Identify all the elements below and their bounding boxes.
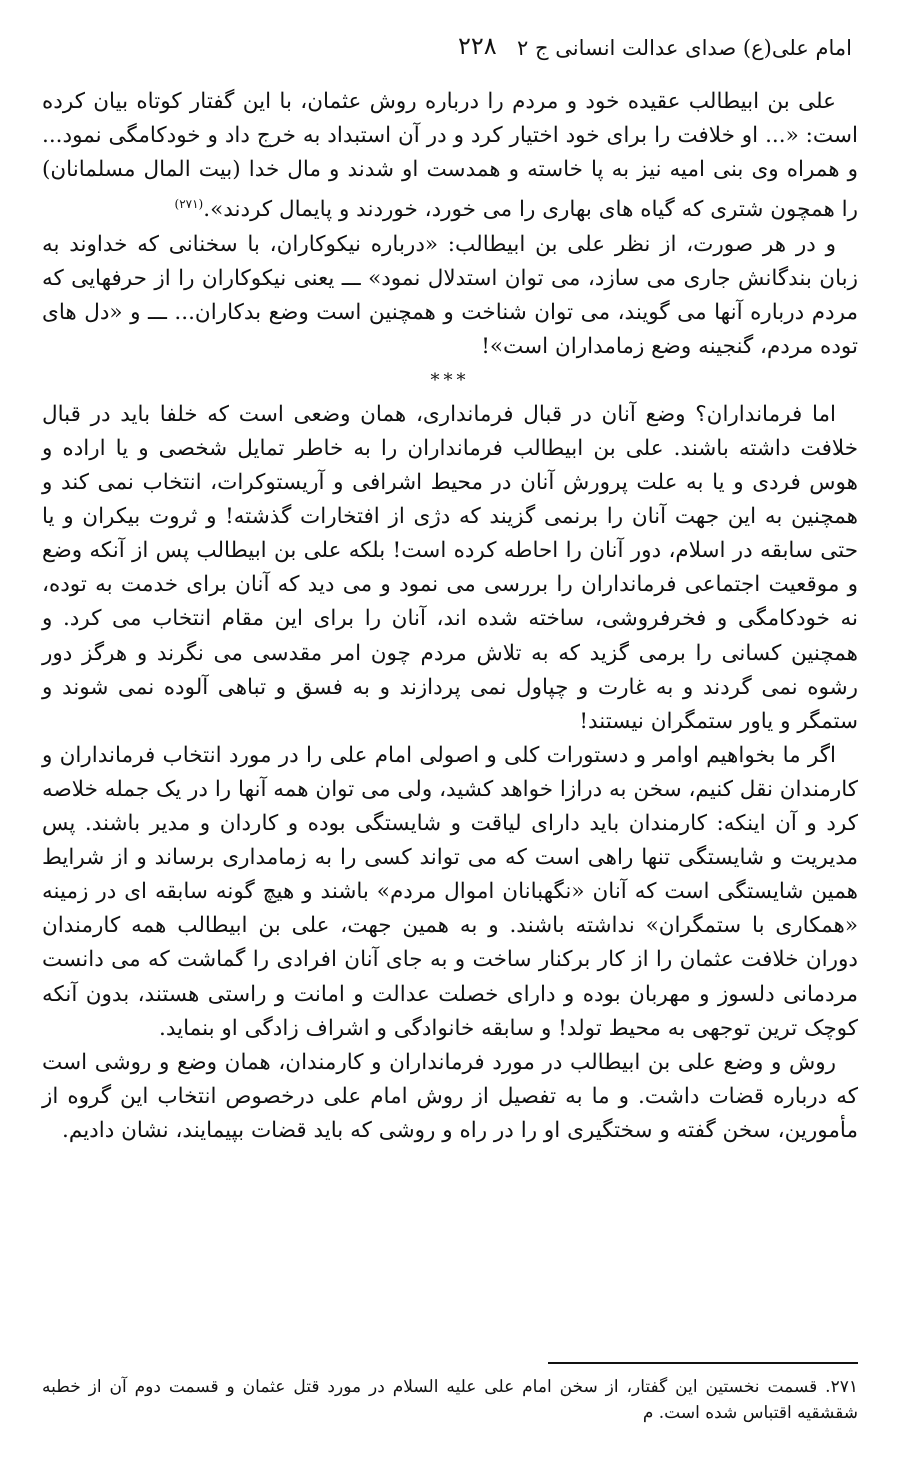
paragraph-5: روش و وضع علی بن ابیطالب در مورد فرمانداران و کارمندان، همان وضع و روشی است که درباره قضات داشت. و ما به تفصیل از روش امام علی درخصوص انتخاب این گروه از مأمورین، سخن گفته و سختگیری او را در راه و روشی که باید قضات بپیمایند، نشان دادیم.	[42, 1049, 858, 1143]
paragraph-4: اگر ما بخواهیم اوامر و دستورات کلی و اصولی امام علی را در مورد انتخاب فرمانداران و کارمندان نقل کنیم، سخن به درازا خواهد کشید، ولی می توان همه آنها را در یک جمله خلاصه کرد و آن اینکه: کارمندان باید دارای لیاقت و شایستگی بوده و کاردان و مدیر باشند. پس مدیریت و شایستگی تنها راهی است که می تواند کسی را به زمامداری برساند و از شرایط همین شایستگی است که آنان «نگهبانان اموال مردم» باشند و هیچ گونه سابقه ای در زمینه «همکاری با ستمگران» نداشته باشند. و به همین جهت، علی بن ابیطالب همه کارمندان دوران خلافت عثمان را از کار برکنار ساخت و به جای آنان افرادی را گماشت که می دانست مردمانی دلسوز و مهربان بوده و دارای خصلت عدالت و امانت و راستی هستند، بدون آنکه کوچک ترین توجهی به محیط تولد! و سابقه خانوادگی و اشراف زادگی او بنماید.	[42, 742, 858, 1041]
paragraph-1	[42, 85, 858, 228]
paragraph-3: اما فرمانداران؟ وضع آنان در قبال فرمانداری، همان وضعی است که خلفا باید در قبال خلافت داشته باشند. علی بن ابیطالب فرمانداران را به خاطر تمایل شخصی و یا اراده و هوس فردی و یا به علت پرورش آنان در محیط اشرافی و آریستوکرات، انتخاب نمی کند و همچنین به این جهت آنان را برنمی گزیند که دژی از افتخارات گذشته! و ثروت بیکران و یا حتی سابقه در اسلام، دور آنان را احاطه کرده است! بلکه علی بن ابیطالب پس از آنکه وضع و موقعیت اجتماعی فرمانداران را بررسی می نمود و می دید که آنان برای خدمت به توده، نه خودکامگی و فخرفروشی، ساخته شده اند، آنان را برای این مقام انتخاب می کرد. و همچنین کسانی را برمی گزید که به تلاش مردم چون امر مقدسی می نگرند و هرگز دور رشوه نمی گردند و به غارت و چپاول نمی پردازند و به فسق و تباهی آلوده نمی شوند و ستمگر و یاور ستمگران نیستند!	[42, 401, 858, 734]
body-text	[42, 85, 858, 1148]
paragraph-2: و در هر صورت، از نظر علی بن ابیطالب: «درباره نیکوکاران، با سخنانی که خداوند به زبان بندگانش جاری می سازد، می توان استدلال نمود» ـــ یعنی نیکوکاران را از حرفهایی که مردم درباره آنها می گویند، می توان شناخت و همچنین است وضع بدکاران... ـــ و «دل های توده مردم، گنجینه وضع زمامداران است»!	[42, 231, 858, 359]
page-header	[40, 28, 860, 68]
footnote: ۲۷۱. قسمت نخستین این گفتار، از سخن امام علی علیه السلام در مورد قتل عثمان و قسمت دوم آن از خطبه شقشقیه اقتباس شده است. م	[42, 1377, 858, 1423]
page-number: ۲۲۸	[458, 32, 497, 60]
footnote-rule	[548, 1362, 858, 1364]
footnote-reference: (۲۷۱)	[174, 197, 204, 212]
section-separator: ***	[430, 369, 470, 391]
running-title: امام علی(ع) صدای عدالت انسانی ج ۲	[517, 36, 852, 60]
paragraph-1-text: علی بن ابیطالب عقیده خود و مردم را درباره روش عثمان، با این گفتار کوتاه بیان کرده است: «... او خلافت را برای خود اختیار کرد و در آن استبداد به خرج داد و خودکامگی نمود... و همراه وی بنی امیه نیز به پا خاسته و همدست او شدند و مال خدا (بیت المال مسلمانان) را همچون شتری که گیاه های بهاری را می خورد، خوردند و پایمال کردند».	[42, 89, 858, 223]
